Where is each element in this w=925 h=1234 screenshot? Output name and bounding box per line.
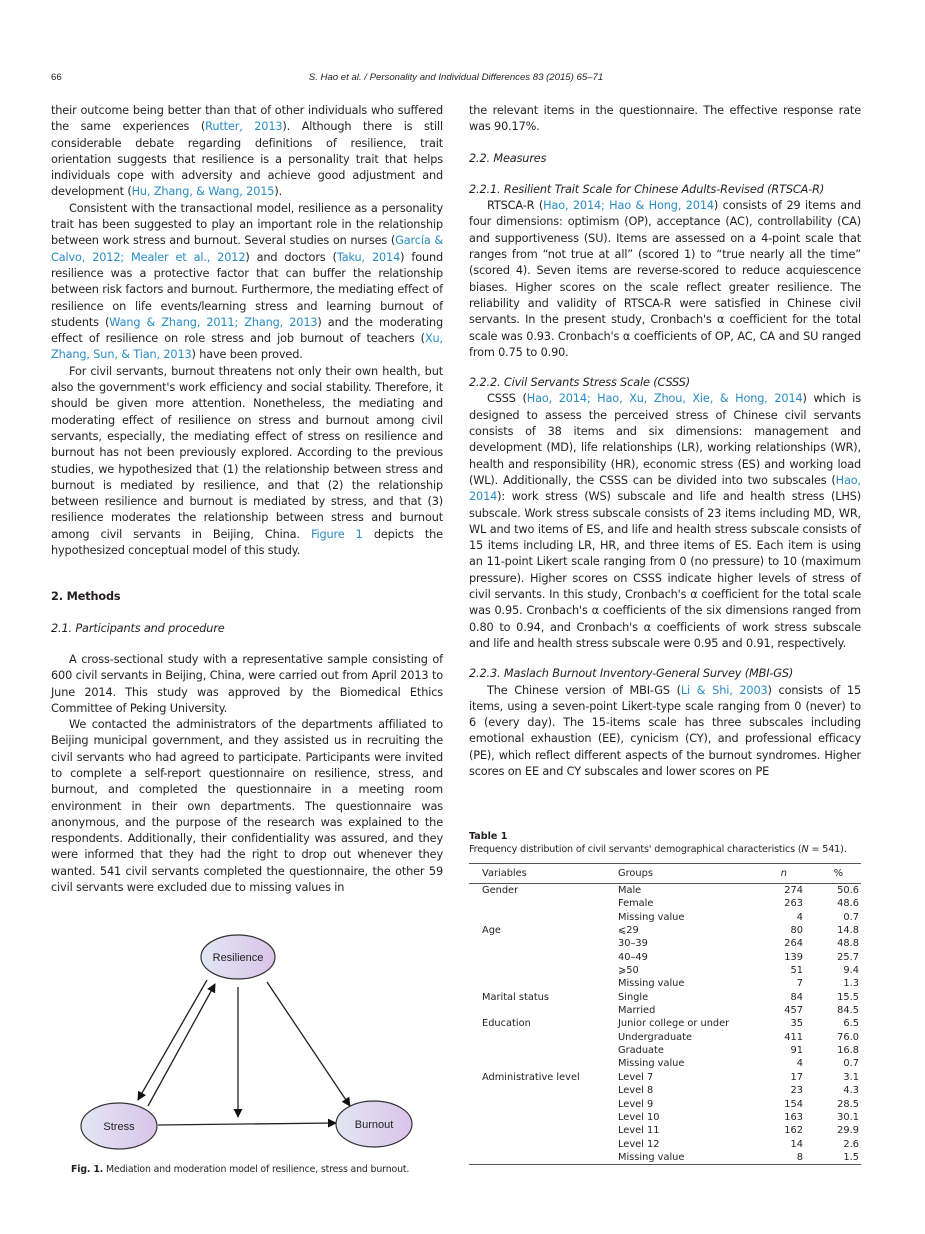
cell-percent: 50.6 xyxy=(837,885,859,896)
subsubsection-heading: 2.2.1. Resilient Trait Scale for Chinese Adults-Revised (RTSCA-R) xyxy=(469,182,825,196)
cell-percent: 14.8 xyxy=(837,925,859,937)
cell-percent: 2.6 xyxy=(843,1138,859,1150)
cell-percent: 16.8 xyxy=(837,1045,859,1057)
node-resilience xyxy=(201,935,275,979)
table-row xyxy=(469,1004,861,1017)
paragraph: their outcome being better than that of other individuals who suffered the same experiences (Rutter, 2013). Although there is still considerable debate regarding definitions of resilience, trait orientation suggests that resilience is a personality trait that helps individuals cope with adversity and achieve good adjustment and development (Hu, Zhang, & Wang, 2015). xyxy=(51,104,443,199)
cell-group: Graduate xyxy=(618,1045,664,1057)
figure-caption: Fig. 1. Mediation and moderation model of resilience, stress and burnout. xyxy=(71,1164,410,1175)
table-row xyxy=(469,977,861,990)
cell-percent: 25.7 xyxy=(837,951,859,963)
demographics-table xyxy=(469,863,861,1165)
svg-text:Burnout: Burnout xyxy=(354,1119,394,1131)
table-row xyxy=(469,1017,861,1030)
citation-link[interactable]: Hao, 2014; Hao & Hong, 2014 xyxy=(543,199,714,213)
cell-group: Level 12 xyxy=(618,1138,660,1150)
cell-n: 7 xyxy=(796,978,803,990)
cell-percent: 3.1 xyxy=(843,1071,859,1083)
cell-variable: Marital status xyxy=(482,991,549,1003)
figure-link[interactable]: Figure 1 xyxy=(310,527,363,541)
cell-variable xyxy=(469,937,618,950)
cell-n: 274 xyxy=(784,885,803,896)
citation-link[interactable]: Hu, Zhang, & Wang, 2015 xyxy=(131,185,275,199)
cell-n: 263 xyxy=(784,898,803,910)
citation-link[interactable]: Wang & Zhang, 2011; Zhang, 2013 xyxy=(109,315,318,329)
cell-group: Single xyxy=(618,991,649,1003)
cell-variable xyxy=(469,1044,618,1057)
svg-text:Resilience: Resilience xyxy=(212,952,264,964)
cell-percent: 1.5 xyxy=(843,1151,859,1163)
paragraph: For civil servants, burnout threatens not only their own health, but also the government's work efficiency and social stability. Therefore, it should be given more attention. Nonetheless, the mediating and moderating effect of resilience on stress and burnout among civil servants, especially, the mediating effect of stress on resilience and burnout has not been previously explored. According to the previous studies, we hypothesized that (1) the relationship between stress and burnout is mediated by resilience, and that (2) the relationship between resilience and burnout is mediated by stress, and that (3) resilience moderates the relationship between stress and burnout among civil servants in Beijing, China. Figure 1 depicts the hypothesized conceptual model of this study. xyxy=(51,364,443,558)
table-row xyxy=(469,1031,861,1044)
left-column xyxy=(51,103,443,896)
cell-variable xyxy=(469,964,618,977)
table-row xyxy=(469,1071,861,1084)
citation-link[interactable]: Hao, 2014 xyxy=(469,473,861,504)
column-header-percent: % xyxy=(833,868,843,879)
mediation-diagram xyxy=(51,928,443,1160)
cell-variable: Gender xyxy=(482,885,519,896)
cell-group: Level 11 xyxy=(618,1125,660,1137)
table-row xyxy=(469,911,861,924)
page-number: 66 xyxy=(51,72,62,83)
cell-group: Missing value xyxy=(618,1151,685,1163)
cell-n: 14 xyxy=(790,1138,803,1150)
table-row xyxy=(469,1084,861,1097)
subsection-heading: 2.2. Measures xyxy=(469,151,547,165)
table-row xyxy=(469,924,861,937)
table-row xyxy=(469,1111,861,1124)
cell-group: Missing value xyxy=(618,911,685,923)
table-row xyxy=(469,991,861,1004)
cell-n: 139 xyxy=(784,951,803,963)
cell-group: Female xyxy=(618,898,654,910)
cell-n: 264 xyxy=(784,938,803,950)
subsubsection-heading: 2.2.2. Civil Servants Stress Scale (CSSS) xyxy=(469,376,690,390)
cell-n: 154 xyxy=(784,1098,803,1110)
table-row xyxy=(469,1151,861,1165)
table-row xyxy=(469,897,861,910)
svg-text:Stress: Stress xyxy=(103,1121,135,1133)
table-row xyxy=(469,1124,861,1137)
table-row xyxy=(469,951,861,964)
paragraph: We contacted the administrators of the departments affiliated to Beijing municipal government, and they assisted us in recruiting the civil servants who had agreed to participate. Participants were invited to complete a self-report questionnaire on resilience, stress, and burnout, and completed the questionnaire in a meeting room environment in their own departments. The questionnaire was anonymous, and the purpose of the research was explained to the respondents. Additionally, their confidentiality was assured, and they were informed that they had the right to drop out whenever they wanted. 541 civil servants completed the questionnaire, the other 59 civil servants were excluded due to missing values in xyxy=(51,718,443,895)
cell-group: 30–39 xyxy=(618,938,648,950)
cell-variable xyxy=(469,1098,618,1111)
cell-variable xyxy=(469,977,618,990)
table-row xyxy=(469,1098,861,1111)
table-row xyxy=(469,964,861,977)
cell-percent: 48.8 xyxy=(837,938,859,950)
cell-variable xyxy=(469,897,618,910)
citation-link[interactable]: Rutter, 2013 xyxy=(205,120,283,134)
cell-n: 411 xyxy=(784,1031,803,1043)
table-row xyxy=(469,1057,861,1070)
cell-variable xyxy=(469,911,618,924)
paragraph: RTSCA-R (Hao, 2014; Hao & Hong, 2014) consists of 29 items and four dimensions: optimism (OP), acceptance (AC), controllability (CA) and supportiveness (SU). Items are assessed on a 4-point scale that ranges from “not true at all” (scored 1) to “true nearly all the time” (scored 4). Seven items are reverse-scored to reduce acquiescence biases. Higher scores on the scale reflect greater resilience. The reliability and validity of RTSCA-R were satisfied in Chinese civil servants. In the present study, Cronbach's α coefficient for the total scale was 0.93. Cronbach's α coefficients of OP, AC, CA and SU ranged from 0.75 to 0.90. xyxy=(469,199,861,359)
column-header-groups: Groups xyxy=(618,868,653,879)
subsubsection-heading: 2.2.3. Maslach Burnout Inventory-General Survey (MBI-GS) xyxy=(469,667,794,681)
cell-percent: 30.1 xyxy=(837,1111,859,1123)
table-caption: Frequency distribution of civil servants' demographical characteristics (N = 541). xyxy=(469,844,847,855)
cell-group: Level 8 xyxy=(618,1085,654,1097)
cell-group: ⩾50 xyxy=(618,965,639,977)
cell-variable xyxy=(469,1111,618,1124)
cell-n: 8 xyxy=(796,1151,803,1163)
cell-n: 4 xyxy=(796,911,803,923)
cell-variable xyxy=(469,1138,618,1151)
cell-percent: 76.0 xyxy=(837,1031,859,1043)
cell-percent: 0.7 xyxy=(843,1058,859,1070)
right-column xyxy=(469,103,861,780)
cell-percent: 15.5 xyxy=(837,991,859,1003)
cell-variable xyxy=(469,1004,618,1017)
cell-group: Married xyxy=(618,1005,656,1017)
figure-1 xyxy=(51,928,443,1178)
page-header xyxy=(51,72,861,86)
table-row xyxy=(469,1138,861,1151)
citation-link[interactable]: García & Calvo, 2012; Mealer et al., 2012 xyxy=(51,234,444,264)
citation-link[interactable]: Li & Shi, 2003 xyxy=(680,683,768,697)
cell-n: 35 xyxy=(790,1018,803,1030)
paragraph: A cross-sectional study with a representative sample consisting of 600 civil servants in Beijing, China, were carried out from April 2013 to June 2014. This study was approved by the Biomedical Ethics Committee of Peking University. xyxy=(51,652,443,715)
cell-group: Undergraduate xyxy=(618,1031,693,1043)
paragraph: CSSS (Hao, 2014; Hao, Xu, Zhou, Xie, & Hong, 2014) which is designed to assess the perceived stress of Chinese civil servants consists of 38 items and six dimensions: management and development (MD), life relationships (LR), working relationships (WR), health and responsibility (HR), economic stress (ES) and working load (WL). Additionally, the CSSS can be divided into two subscales (Hao, 2014): work stress (WS) subscale and life and health stress (LHS) subscale. Work stress subscale consists of 23 items including MD, WR, WL and two items of ES, and life and health stress subscale consists of 15 items including LR, HR, and three items of ES. Each item is using an 11-point Likert scale ranging from 0 (no pressure) to 10 (maximum pressure). Higher scores on CSSS indicate higher levels of stress of civil servants. In this study, Cronbach's α coefficient for the total scale was 0.95. Cronbach's α coefficients of the six dimensions ranged from 0.80 to 0.94, and Cronbach's α coefficients of work stress subscale and life and health stress subscale were 0.95 and 0.91, respectively. xyxy=(469,392,862,650)
node-burnout xyxy=(336,1101,412,1147)
table-label: Table 1 xyxy=(469,831,508,842)
paragraph: the relevant items in the questionnaire. The effective response rate was 90.17%. xyxy=(469,104,861,134)
table-1 xyxy=(469,830,861,1165)
cell-group: Level 10 xyxy=(618,1111,660,1123)
cell-percent: 0.7 xyxy=(843,911,859,923)
table-row xyxy=(469,937,861,950)
cell-group: Junior college or under xyxy=(618,1018,730,1030)
paragraph: Consistent with the transactional model, resilience as a personality trait has been suggested to play an important role in the relationship between work stress and burnout. Several studies on nurses (García & Calvo, 2012; Mealer et al., 2012) and doctors (Taku, 2014) found resilience was a protective factor that can buffer the relationship between risk factors and burnout. Furthermore, the mediating effect of resilience on life events/learning stress and learning burnout of students (Wang & Zhang, 2011; Zhang, 2013) and the moderating effect of resilience on role stress and job burnout of teachers (Xu, Zhang, Sun, & Tian, 2013) have been proved. xyxy=(51,201,444,362)
column-header-n: n xyxy=(780,868,787,879)
cell-percent: 4.3 xyxy=(843,1085,859,1097)
cell-group: Level 7 xyxy=(618,1071,654,1083)
running-head: S. Hao et al. / Personality and Individual Differences 83 (2015) 65–71 xyxy=(308,72,604,83)
cell-variable: Education xyxy=(482,1018,531,1030)
cell-percent: 1.3 xyxy=(843,978,859,990)
cell-group: Missing value xyxy=(618,1058,685,1070)
cell-n: 162 xyxy=(784,1125,803,1137)
cell-n: 91 xyxy=(790,1045,803,1057)
section-heading: 2. Methods xyxy=(51,590,121,604)
cell-variable: Age xyxy=(482,925,501,937)
cell-n: 457 xyxy=(784,1005,803,1017)
citation-link[interactable]: Hao, 2014; Hao, Xu, Zhou, Xie, & Hong, 2014 xyxy=(526,392,803,406)
cell-percent: 6.5 xyxy=(843,1018,859,1030)
cell-percent: 84.5 xyxy=(837,1005,859,1017)
cell-percent: 28.5 xyxy=(837,1098,859,1110)
column-header-variables: Variables xyxy=(482,868,527,879)
cell-n: 17 xyxy=(790,1071,803,1083)
cell-n: 23 xyxy=(790,1085,803,1097)
citation-link[interactable]: Xu, Zhang, Sun, & Tian, 2013 xyxy=(51,332,443,362)
cell-n: 4 xyxy=(796,1058,803,1070)
cell-variable xyxy=(469,1031,618,1044)
subsection-heading: 2.1. Participants and procedure xyxy=(51,621,225,635)
cell-variable: Administrative level xyxy=(482,1071,580,1083)
cell-n: 163 xyxy=(784,1111,803,1123)
table-row xyxy=(469,884,861,898)
table-header-row xyxy=(469,864,861,884)
node-stress xyxy=(81,1103,157,1149)
cell-variable xyxy=(469,1084,618,1097)
cell-group: Level 9 xyxy=(618,1098,654,1110)
cell-variable xyxy=(469,951,618,964)
cell-group: Male xyxy=(618,885,642,896)
cell-n: 84 xyxy=(790,991,803,1003)
cell-variable xyxy=(469,1057,618,1070)
table-row xyxy=(469,1044,861,1057)
cell-group: 40–49 xyxy=(618,951,648,963)
citation-link[interactable]: Taku, 2014 xyxy=(336,250,401,264)
cell-n: 51 xyxy=(790,965,803,977)
paragraph: The Chinese version of MBI-GS (Li & Shi, 2003) consists of 15 items, using a seven-point Likert-type scale ranging from 0 (never) to 6 (every day). The 15-items scale has three subscales including emotional exhaustion (EE), cynicism (CY), and professional efficacy (PE), which reflect different aspects of the burnout syndromes. Higher scores on EE and CY subscales and lower scores on PE xyxy=(469,683,861,778)
cell-variable xyxy=(469,1151,618,1165)
cell-variable xyxy=(469,1124,618,1137)
cell-percent: 29.9 xyxy=(837,1125,859,1137)
cell-n: 80 xyxy=(790,925,803,937)
cell-percent: 9.4 xyxy=(843,965,859,977)
cell-group: Missing value xyxy=(618,978,685,990)
cell-group: ⩽29 xyxy=(618,925,639,937)
cell-percent: 48.6 xyxy=(837,898,859,910)
